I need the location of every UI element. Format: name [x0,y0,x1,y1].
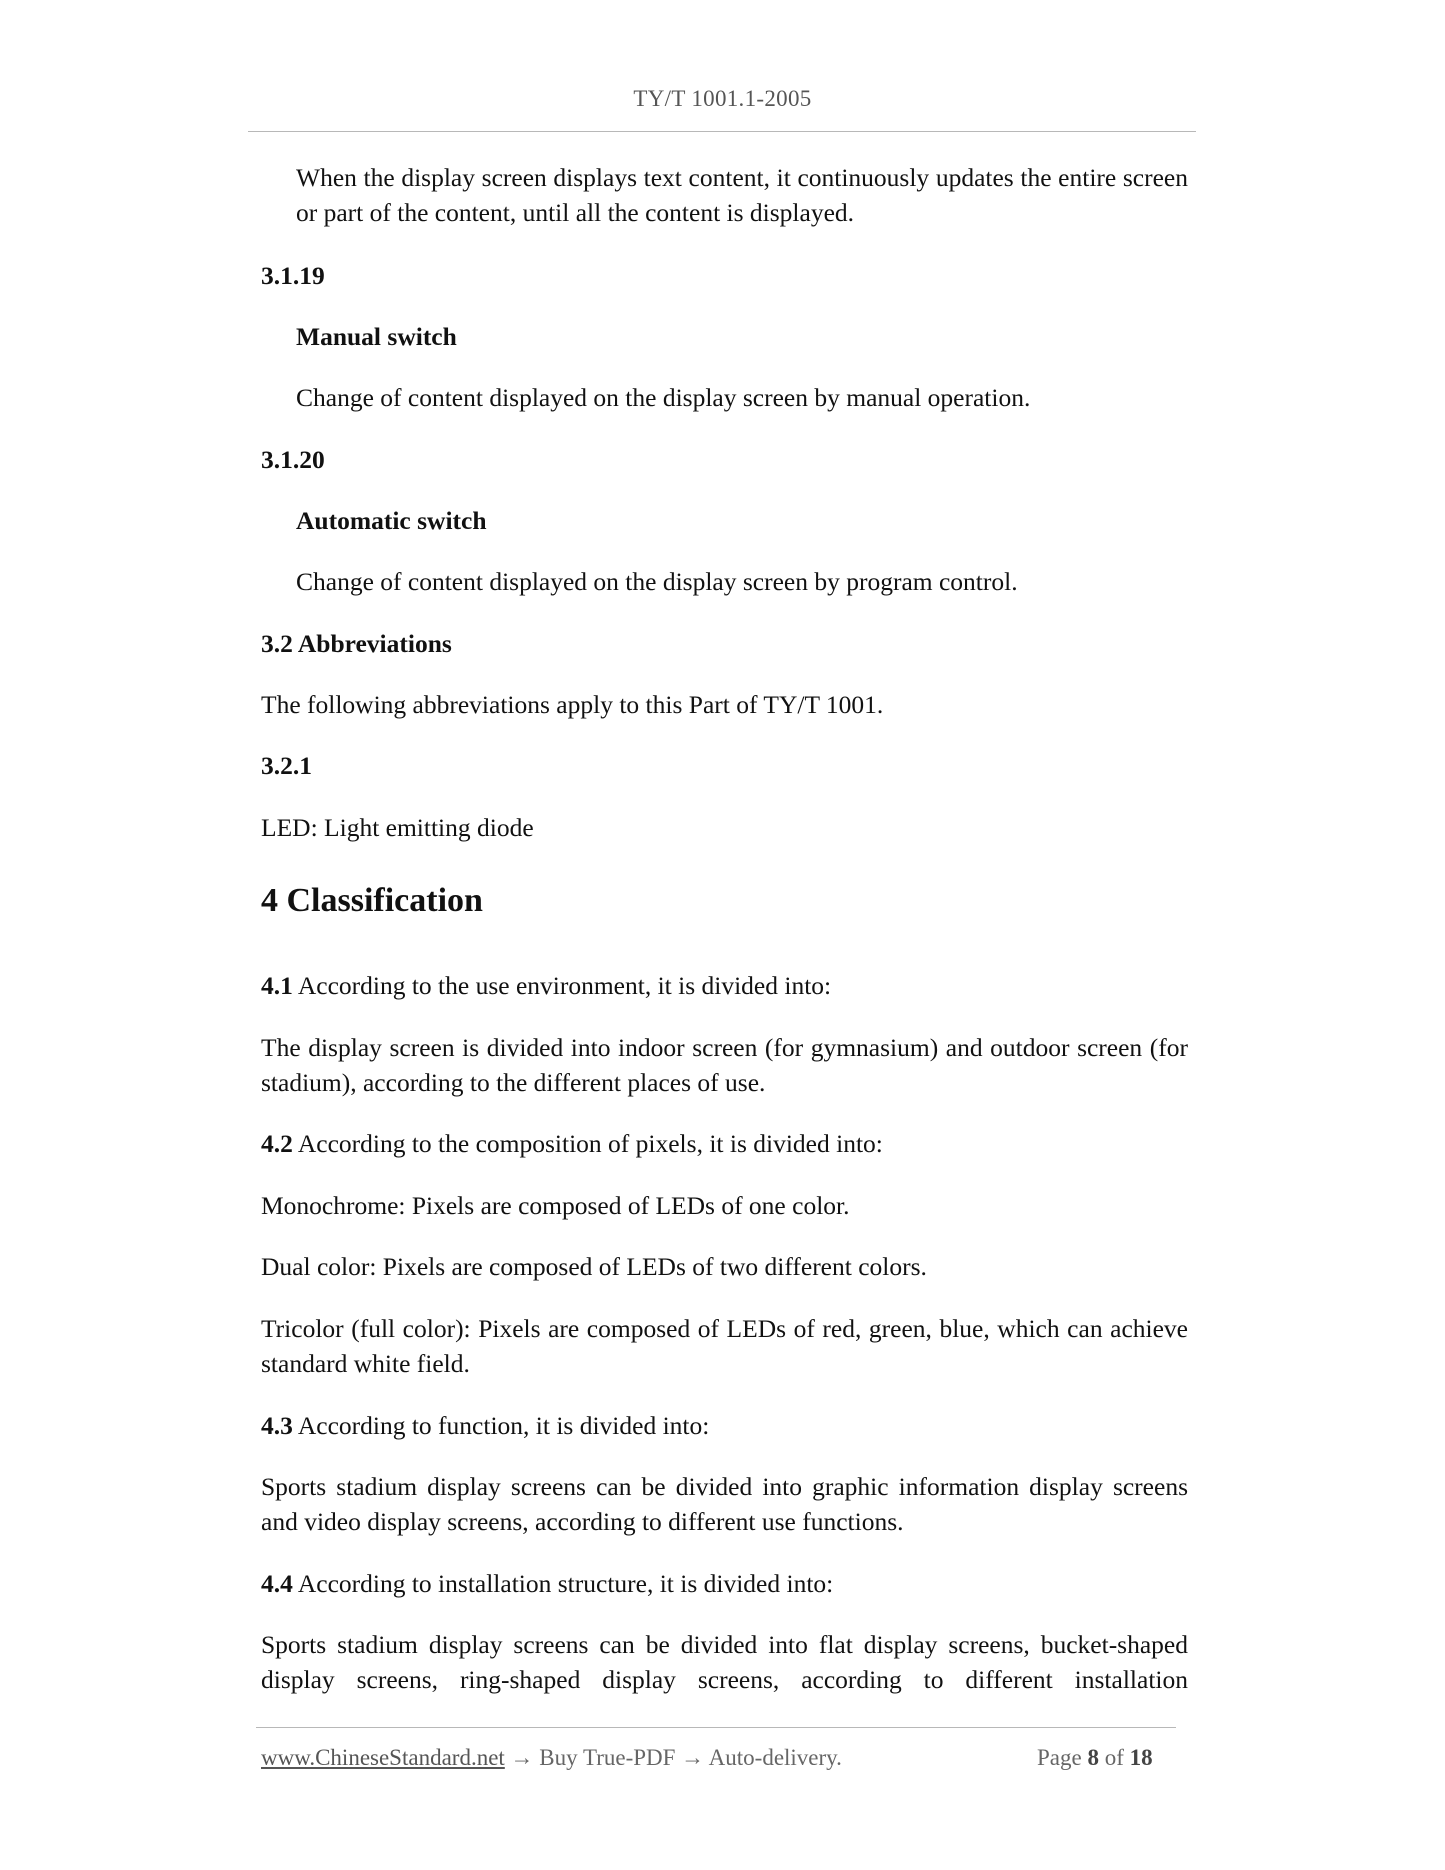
clause-text-4-2: According to the composition of pixels, it is divided into: [292,1129,883,1158]
page-indicator [1037,1745,1153,1771]
use-environment-paragraph: The display screen is divided into indoor screen (for gymnasium) and outdoor screen (for stadium), according to the different places of use. [261,1033,1188,1097]
clause-4-2 [261,1126,883,1161]
monochrome-definition: Monochrome: Pixels are composed of LEDs of one color. [261,1191,850,1220]
page-label: Page [1037,1745,1082,1770]
dual-color-definition: Dual color: Pixels are composed of LEDs of two different colors. [261,1252,927,1281]
clause-4-4 [261,1566,833,1601]
footer-promo-text: → Buy True-PDF → Auto-delivery. [504,1745,842,1770]
definition-automatic-switch: Change of content displayed on the display screen by program control. [296,567,1018,596]
term-manual-switch: Manual switch [296,322,457,351]
clause-number-4-2: 4.2 [261,1129,293,1158]
installation-paragraph: Sports stadium display screens can be divided into flat display screens, bucket-shaped display screens, ring-shaped display screens, according to different installation [261,1630,1188,1694]
clause-text-4-3: According to function, it is divided into: [292,1411,710,1440]
clause-number-3-2-1: 3.2.1 [261,751,312,780]
function-paragraph: Sports stadium display screens can be divided into graphic information display screens and video display screens, according to different use functions. [261,1472,1188,1536]
section-heading-abbreviations: 3.2 Abbreviations [261,629,452,658]
clause-number-4-4: 4.4 [261,1569,293,1598]
page-current: 8 [1087,1745,1099,1770]
of-label: of [1104,1745,1124,1770]
definition-manual-switch: Change of content displayed on the display screen by manual operation. [296,383,1031,412]
footer-promo [261,1745,842,1771]
abbreviations-intro: The following abbreviations apply to this Part of TY/T 1001. [261,690,884,719]
clause-text-4-1: According to the use environment, it is divided into: [292,971,832,1000]
chinesestandard-link[interactable]: www.ChineseStandard.net [261,1745,505,1770]
clause-number-3-1-19: 3.1.19 [261,261,325,290]
header-doc-code: TY/T 1001.1-2005 [633,86,812,111]
clause-text-4-4: According to installation structure, it is divided into: [292,1569,834,1598]
clause-number-4-1: 4.1 [261,971,293,1000]
footer-divider [256,1727,1176,1728]
header-divider [248,131,1196,132]
tricolor-definition: Tricolor (full color): Pixels are composed of LEDs of red, green, blue, which can achieve standard white field. [261,1314,1188,1378]
clause-4-1 [261,968,831,1003]
page-total: 18 [1129,1745,1153,1770]
intro-paragraph: When the display screen displays text content, it continuously updates the entire screen or part of the content, until all the content is displayed. [296,163,1188,227]
abbreviation-led: LED: Light emitting diode [261,813,534,842]
chapter-heading-classification: 4 Classification [261,882,483,919]
clause-number-4-3: 4.3 [261,1411,293,1440]
clause-4-3 [261,1408,709,1443]
clause-number-3-1-20: 3.1.20 [261,445,325,474]
term-automatic-switch: Automatic switch [296,506,487,535]
